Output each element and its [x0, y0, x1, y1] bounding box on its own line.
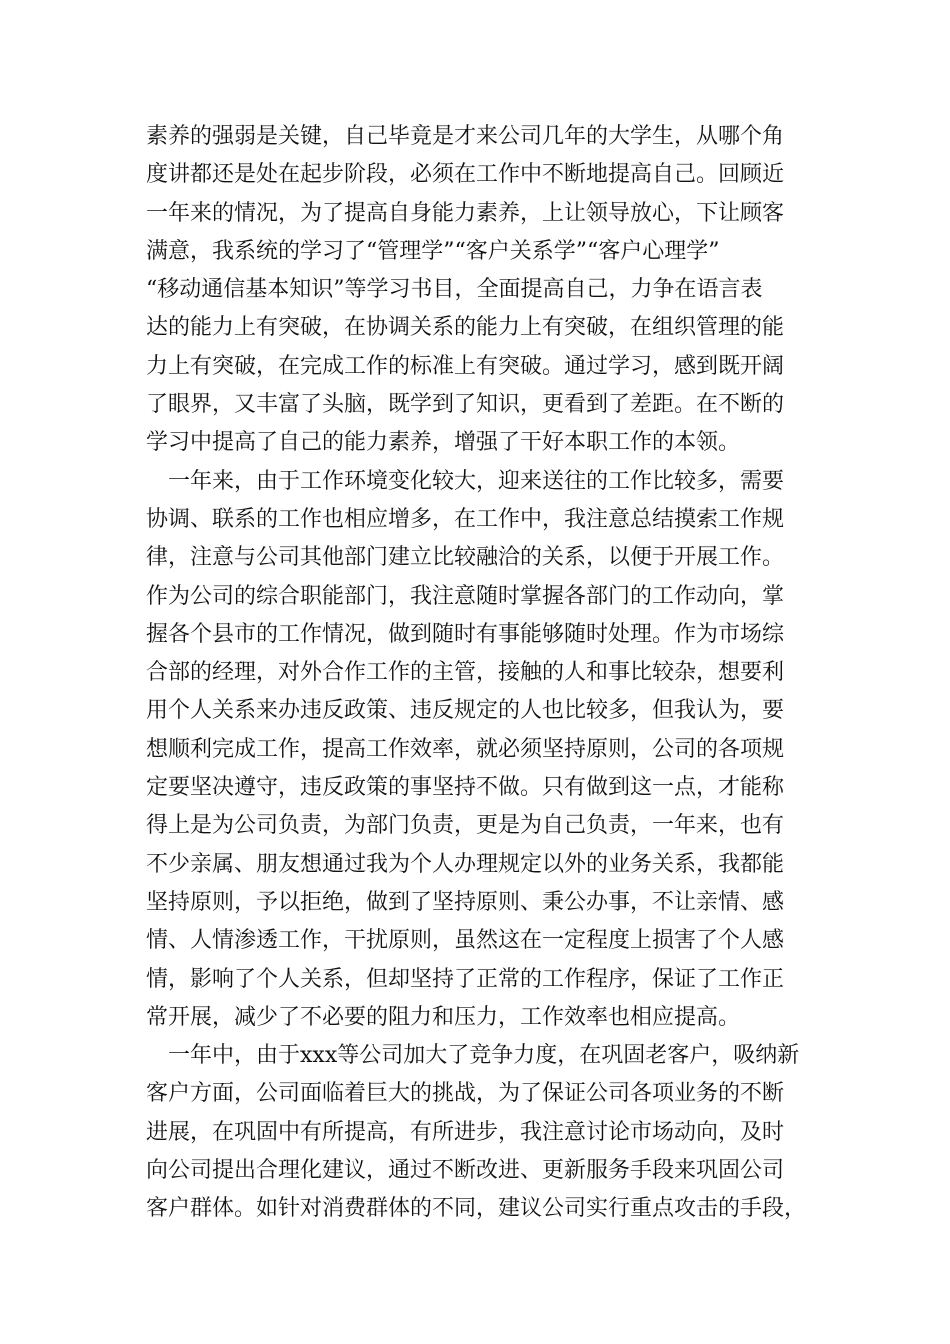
text-line: 一年来的情况，为了提高自身能力素养，上让领导放心，下让顾客 — [146, 200, 785, 226]
text-line: 进展，在巩固中有所提高，有所进步，我注意讨论市场动向，及时 — [146, 1119, 785, 1145]
text-line: 协调、联系的工作也相应增多，在工作中，我注意总结摸索工作规 — [146, 506, 785, 532]
text-line: 合部的经理，对外合作工作的主管，接触的人和事比较杂，想要利 — [146, 660, 785, 686]
body-text — [146, 118, 826, 1229]
text-line: 达的能力上有突破，在协调关系的能力上有突破，在组织管理的能 — [146, 315, 785, 341]
text-line: 情、人情渗透工作，干扰原则，虽然这在一定程度上损害了个人感 — [146, 928, 785, 954]
text-line: 学习中提高了自己的能力素养，增强了干好本职工作的本领。 — [146, 430, 741, 456]
text-line: 客户方面，公司面临着巨大的挑战，为了保证公司各项业务的不断 — [146, 1081, 785, 1107]
text-line: 一年中，由于xxx等公司加大了竞争力度，在巩固老客户，吸纳新 — [146, 1043, 800, 1069]
text-line: 律，注意与公司其他部门建立比较融洽的关系，以便于开展工作。 — [146, 545, 785, 571]
text-line: 一年来，由于工作环境变化较大，迎来送往的工作比较多，需要 — [146, 468, 785, 494]
text-line: 作为公司的综合职能部门，我注意随时掌握各部门的工作动向，掌 — [146, 583, 785, 609]
text-line: 了眼界，又丰富了头脑，既学到了知识，更看到了差距。在不断的 — [146, 392, 785, 418]
text-line: 不少亲属、朋友想通过我为个人办理规定以外的业务关系，我都能 — [146, 851, 785, 877]
text-line: 得上是为公司负责，为部门负责，更是为自己负责，一年来，也有 — [146, 813, 785, 839]
text-line: 度讲都还是处在起步阶段，必须在工作中不断地提高自己。回顾近 — [146, 162, 785, 188]
text-line: 素养的强弱是关键，自己毕竟是才来公司几年的大学生，从哪个角 — [146, 124, 785, 149]
text-line: 想顺利完成工作，提高工作效率，就必须坚持原则，公司的各项规 — [146, 736, 785, 762]
text-line: “移动通信基本知识”等学习书目，全面提高自己，力争在语言表 — [146, 277, 763, 303]
text-line: 力上有突破，在完成工作的标准上有突破。通过学习，感到既开阔 — [146, 353, 785, 379]
text-line: 向公司提出合理化建议，通过不断改进、更新服务手段来巩固公司 — [146, 1158, 785, 1184]
text-line: 定要坚决遵守，违反政策的事坚持不做。只有做到这一点，才能称 — [146, 775, 785, 801]
text-line: 客户群体。如针对消费群体的不同，建议公司实行重点攻击的手段， — [146, 1196, 807, 1222]
text-line: 情，影响了个人关系，但却坚持了正常的工作程序，保证了工作正 — [146, 966, 785, 992]
text-line: 坚持原则，予以拒绝，做到了坚持原则、秉公办事，不让亲情、感 — [146, 889, 785, 915]
text-line: 满意，我系统的学习了“管理学”“客户关系学”“客户心理学” — [146, 238, 720, 264]
text-line: 握各个县市的工作情况，做到随时有事能够随时处理。作为市场综 — [146, 621, 785, 647]
text-line: 用个人关系来办违反政策、违反规定的人也比较多，但我认为，要 — [146, 698, 785, 724]
text-line: 常开展，减少了不必要的阻力和压力，工作效率也相应提高。 — [146, 1004, 741, 1030]
